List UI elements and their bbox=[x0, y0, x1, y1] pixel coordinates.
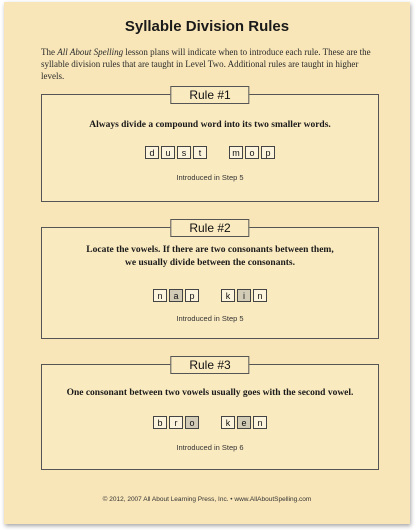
letter-tile: i bbox=[237, 289, 251, 302]
letter-tile: k bbox=[221, 289, 235, 302]
rule-3-text: One consonant between two vowels usually goes with the second vowel. bbox=[66, 388, 354, 398]
intro-prefix: The bbox=[41, 47, 58, 57]
rule-3-label: Rule #3 bbox=[170, 356, 249, 374]
rule-2-example bbox=[42, 286, 378, 304]
rule-1-text: Always divide a compound word into its two smaller words. bbox=[89, 120, 331, 130]
page-title: Syllable Division Rules bbox=[124, 18, 290, 35]
letter-tile: t bbox=[193, 146, 207, 159]
letter-tile: b bbox=[153, 416, 167, 429]
letter-tile: k bbox=[221, 416, 235, 429]
letter-tile: n bbox=[253, 416, 267, 429]
letter-tile: p bbox=[261, 146, 275, 159]
rule-2-label: Rule #2 bbox=[170, 219, 249, 237]
letter-tile: o bbox=[245, 146, 259, 159]
example-word bbox=[228, 143, 276, 161]
rule-2-step: Introduced in Step 5 bbox=[176, 314, 244, 323]
example-word bbox=[144, 143, 208, 161]
letter-tile: r bbox=[169, 416, 183, 429]
example-word bbox=[152, 286, 200, 304]
rule-1-example bbox=[42, 143, 378, 161]
rule-3-step: Introduced in Step 6 bbox=[176, 443, 244, 452]
rule-1-label: Rule #1 bbox=[170, 86, 249, 104]
letter-tile: m bbox=[229, 146, 243, 159]
rule-1-box bbox=[41, 88, 379, 202]
rule-1-step: Introduced in Step 5 bbox=[176, 173, 244, 182]
footer-copyright: © 2012, 2007 All About Learning Press, Inc. • www.AllAboutSpelling.com bbox=[102, 496, 312, 503]
letter-tile: d bbox=[145, 146, 159, 159]
letter-tile: p bbox=[185, 289, 199, 302]
example-word bbox=[220, 286, 268, 304]
rule-2-text-line1: Locate the vowels. If there are two consonants between them, bbox=[86, 245, 334, 255]
document-page bbox=[4, 2, 410, 524]
letter-tile: e bbox=[237, 416, 251, 429]
letter-tile: a bbox=[169, 289, 183, 302]
letter-tile: n bbox=[153, 289, 167, 302]
rule-3-example bbox=[42, 413, 378, 431]
letter-tile: o bbox=[185, 416, 199, 429]
letter-tile: s bbox=[177, 146, 191, 159]
rule-2-box bbox=[41, 221, 379, 339]
letter-tile: u bbox=[161, 146, 175, 159]
example-word bbox=[220, 413, 268, 431]
program-name: All About Spelling bbox=[57, 47, 124, 57]
rule-2-text-line2: we usually divide between the consonants. bbox=[125, 258, 295, 268]
letter-tile: n bbox=[253, 289, 267, 302]
intro-paragraph bbox=[41, 46, 381, 82]
rule-3-box bbox=[41, 358, 379, 470]
intro-suffix: lesson plans will indicate when to introduce each rule. These are the syllable division rules that are taught in Level Two. Additional rules are taught in higher levels. bbox=[41, 47, 371, 81]
example-word bbox=[152, 413, 200, 431]
